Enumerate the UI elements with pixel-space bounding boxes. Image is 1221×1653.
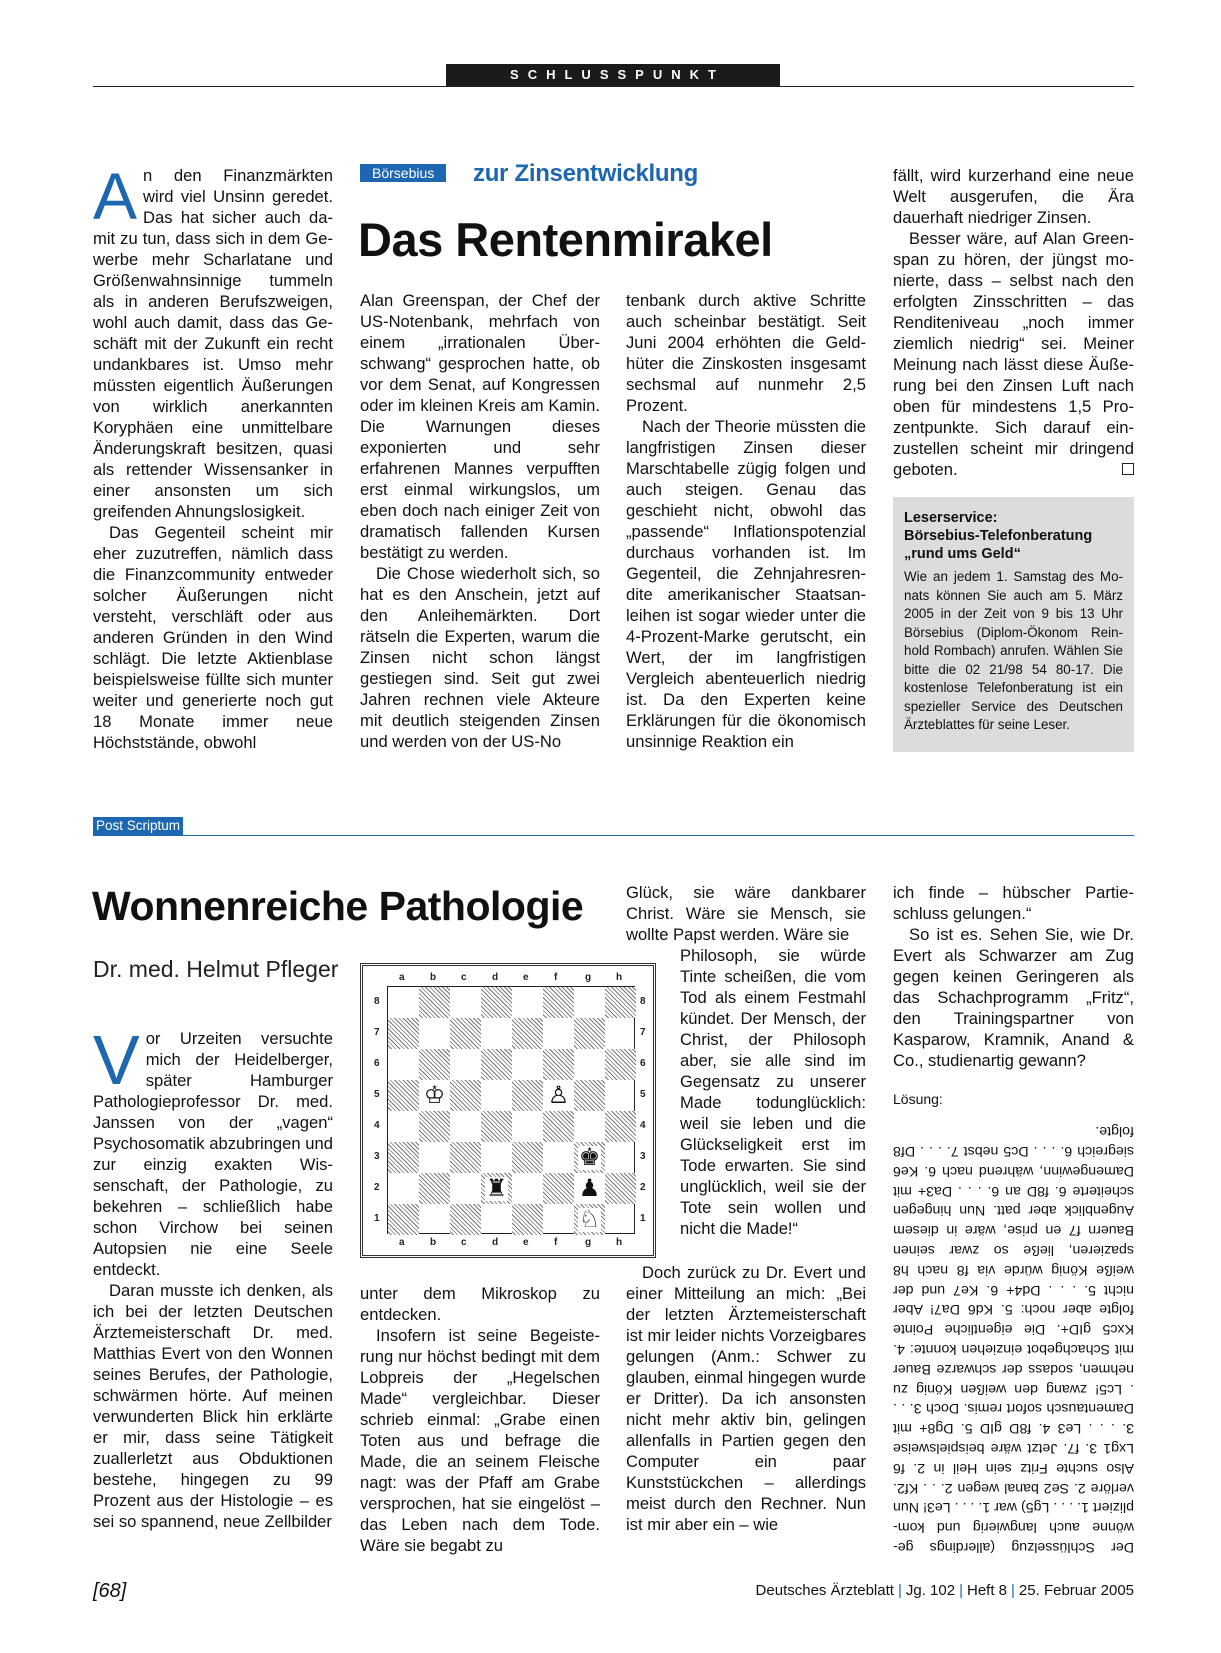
square-f6 xyxy=(543,1049,574,1080)
square-d8 xyxy=(481,987,512,1018)
article2-col3-top xyxy=(626,882,866,945)
article2-col1-p2: Daran musste ich denken, als ich bei der letzten Deutschen Ärztemeisterschaft Dr. med. Matthias Evert von den Wonnen seines Berufes, der Pathologie, schwärmen hörte. Auf meinen verwunderten Blick hin erklärte er mir, dass seine Tätigkeit zuallerletzt aus Obduktionen bestehe, hingegen zu 99 Prozent aus der Histologie – es sei so spannend, neue Zellbilder xyxy=(93,1281,333,1531)
square-a1 xyxy=(388,1204,419,1235)
square-e1 xyxy=(512,1204,543,1235)
square-c6 xyxy=(450,1049,481,1080)
chess-piece-g2: ♟ xyxy=(578,1174,601,1202)
article2-col3-wrap xyxy=(680,945,866,1239)
square-g7 xyxy=(574,1018,605,1049)
square-f2 xyxy=(543,1173,574,1204)
infobox-heading-3: „rund ums Geld“ xyxy=(904,546,1021,562)
solution-label: Lösung: xyxy=(893,1091,943,1107)
article1-col3-p2: Nach der Theorie müssten die langfristigen Zinsen dieser Marschtabelle zügig folgen und auch steigen. Genau das geschieht nicht, obwohl das „passende“ Inflationspotenzial durchaus vorhanden ist. Im Gegenteil, die Zehnjahresrendite amerikanischer Staatsanleihen ist sogar wieder unter die 4-Prozent-Marke gerutscht, ein Wert, der im langfristigen Vergleich abenteuerlich niedrig ist. Da den Experten keine Erklärungen für die ökonomisch unsinnige Reaktion ein xyxy=(626,417,866,751)
rank-label-2: 2 xyxy=(640,1182,646,1193)
journal-issue: Heft 8 xyxy=(966,1582,1008,1599)
square-e2 xyxy=(512,1173,543,1204)
square-c7 xyxy=(450,1018,481,1049)
square-h2 xyxy=(605,1173,636,1204)
article2-col3-p3: Doch zurück zu Dr. Evert und einer Mitteilung an mich: „Bei der letzten Ärztemeisterschaft ist mir leider nichts Vorzeigbares gelungen (Anm.: Schwer zu glauben, einmal hingegen wurde er Dritter). Da ich ansonsten nicht mehr aktiv bin, gelingen allenfalls in Partien gegen den Computer ein paar Kunststückchen – allerdings meist durch den Rechner. Nun ist mir aber ein – wie xyxy=(626,1263,866,1534)
square-f1 xyxy=(543,1204,574,1235)
infobox-heading-1: Leserservice: xyxy=(904,510,998,526)
file-label-c: c xyxy=(461,1237,467,1248)
footer-citation: Deutsches Ärzteblatt | Jg. 102 | Heft 8 | 25. Februar 2005 xyxy=(755,1582,1134,1599)
square-a7 xyxy=(388,1018,419,1049)
article2-col2 xyxy=(360,1283,600,1556)
file-label-f: f xyxy=(554,1237,558,1248)
square-f5 xyxy=(543,1080,574,1111)
page-number: [68] xyxy=(93,1580,127,1602)
square-b6 xyxy=(419,1049,450,1080)
square-f7 xyxy=(543,1018,574,1049)
article2-col2-p2: Insofern ist seine Begeisterung nur höchst bedingt mit dem Lobpreis der „Hegelschen Made“ vergleichbar. Dieser schrieb einmal: „Grabe einen Toten aus und befrage die Made, die an seinem Fleische nagt: was der Pfaff am Grabe versprochen, hat sie eingelöst – das Leben nach dem Tode. Wäre sie begabt zu xyxy=(360,1326,600,1555)
square-g6 xyxy=(574,1049,605,1080)
square-d7 xyxy=(481,1018,512,1049)
square-a4 xyxy=(388,1111,419,1142)
article2-col3-p1: Glück, sie wäre dankbarer Christ. Wäre sie Mensch, sie wollte Papst werden. Wäre sie xyxy=(626,883,866,944)
article1-col1 xyxy=(93,159,333,753)
file-label-e: e xyxy=(523,1237,529,1248)
square-g2 xyxy=(574,1173,605,1204)
square-h6 xyxy=(605,1049,636,1080)
article2-col1-p1: or Urzeiten versuchte mich der Heidelberger, später Hamburger Pathologieprofessor Dr. med. Janssen von der „vagen“ Psychosomatik abzubringen und zur einzig exakten Wissenschaft, der Pathologie, zu bekehren – schließlich habe schon Virchow bei seinen Autopsien nie eine Seele entdeckt. xyxy=(93,1029,333,1279)
section-header: SCHLUSSPUNKT xyxy=(446,64,780,86)
square-e7 xyxy=(512,1018,543,1049)
square-c4 xyxy=(450,1111,481,1142)
square-e8 xyxy=(512,987,543,1018)
file-label-h: h xyxy=(616,1237,623,1248)
infobox-heading-2: Börsebius-Telefonberatung xyxy=(904,528,1093,544)
article1-col2-p2: Die Chose wiederholt sich, so hat es den Anschein, jetzt auf den Anleihemärkten. Dort rätseln die Experten, warum die Zinsen nicht schon längst gestiegen sind. Seit gut zwei Jahren rechnen viele Akteure mit deutlich steigenden Zinsen und werden von der US-No xyxy=(360,564,600,751)
rank-label-1: 1 xyxy=(374,1213,380,1224)
square-b1 xyxy=(419,1204,450,1235)
rank-label-3: 3 xyxy=(640,1151,646,1162)
leserservice-box xyxy=(893,497,1134,752)
square-b2 xyxy=(419,1173,450,1204)
file-label-h: h xyxy=(616,972,623,983)
article2-col1 xyxy=(93,1021,333,1532)
article1-col1-p2: Das Gegenteil scheint mir eher zuzutreffen, nämlich dass die Finanzcommunity entweder solcher Äußerungen nicht versteht, verschläft oder aus anderen Gründen in den Wind schlägt. Die letzte Aktienblase beispielsweise füllte sich munter weiter und generierte noch gut 18 Monate immer neue Höchststände, obwohl xyxy=(93,523,333,752)
square-g8 xyxy=(574,987,605,1018)
square-g3 xyxy=(574,1142,605,1173)
end-mark-icon xyxy=(1122,463,1134,475)
chess-board xyxy=(387,986,635,1234)
journal-date: 25. Februar 2005 xyxy=(1018,1582,1134,1599)
square-e3 xyxy=(512,1142,543,1173)
article1-col2 xyxy=(360,290,600,752)
square-c8 xyxy=(450,987,481,1018)
rank-label-7: 7 xyxy=(374,1027,380,1038)
rank-label-5: 5 xyxy=(374,1089,380,1100)
postscriptum-rule xyxy=(93,835,1134,836)
article2-col4-p2: So ist es. Sehen Sie, wie Dr. Evert als Schwarzer am Zug gegen keinen Geringeren als das Schachprogramm „Fritz“, den Trainingspartner von Kasparow, Kramnik, Anand & Co., studienartig gewann? xyxy=(893,925,1134,1070)
file-label-d: d xyxy=(492,972,499,983)
file-label-c: c xyxy=(461,972,467,983)
square-a5 xyxy=(388,1080,419,1111)
article2-col3-rest xyxy=(626,1262,866,1535)
chess-piece-g3: ♚ xyxy=(578,1143,601,1171)
postscriptum-tag: Post Scriptum xyxy=(93,817,183,835)
square-c2 xyxy=(450,1173,481,1204)
square-h4 xyxy=(605,1111,636,1142)
rank-label-5: 5 xyxy=(640,1089,646,1100)
solution-text: Der Schlüsselzug (allerdings gewönne auch langwierig und kompliziert 1. . . . Lg5) war 1. . . . Le3! Nun verlöre 2. Se2 banal wegen 2. . . Kf2. Also suchte Fritz sein Heil in 2. f6 Lxg1 3. f7. Jetzt wäre beispielsweise 3. . . . Le3 4. f8D gID 5. Dg8+ mit Damentausch sofort remis. Doch 3. . . . Lc5! zwang den weißen König zu nehmen, sodass der schwarze Bauer mit Schachgebot einziehen konnte: 4. Kxc5 gID+. Die eigentliche Pointe folgte aber noch: 5. Kd6 Da7! Aber nicht 5. . . . Dd4+ 6. Ke7 und der weiße König würde via f8 nach h8 spazieren, ließe so zwar seinen Bauern f7 en prise, wäre in diesem Augenblick aber patt. Nun hingegen scheiterte 6. f8D an 6. . . . Da3+ mit Damengewinn, während nach 6. Ke6 siegreich 6. . . . Dc5 nebst 7. . . . Df8 folgte. xyxy=(893,1123,1134,1555)
square-h7 xyxy=(605,1018,636,1049)
chess-piece-f5: ♙ xyxy=(547,1081,570,1109)
article1-col3 xyxy=(626,290,866,752)
rank-label-6: 6 xyxy=(640,1058,646,1069)
square-f3 xyxy=(543,1142,574,1173)
article2-dropcap: V xyxy=(93,1021,140,1099)
square-f8 xyxy=(543,987,574,1018)
square-c5 xyxy=(450,1080,481,1111)
square-a3 xyxy=(388,1142,419,1173)
square-d1 xyxy=(481,1204,512,1235)
rank-label-8: 8 xyxy=(374,996,380,1007)
square-e6 xyxy=(512,1049,543,1080)
square-d2 xyxy=(481,1173,512,1204)
square-b4 xyxy=(419,1111,450,1142)
square-b7 xyxy=(419,1018,450,1049)
file-label-f: f xyxy=(554,972,558,983)
square-g4 xyxy=(574,1111,605,1142)
square-a2 xyxy=(388,1173,419,1204)
infobox-text: Wie an jedem 1. Samstag des Monats können Sie auch am 5. März 2005 in der Zeit von 9 bis 13 Uhr Börsebius (Diplom-Ökonom Reinhold Rombach) anrufen. Wählen Sie bitte die 02 21/98 54 80-17. Die kostenlose Telefonberatung ist ein spezieller Service des Deutschen Ärzteblattes für seine Leser. xyxy=(904,569,1123,732)
square-d4 xyxy=(481,1111,512,1142)
file-label-b: b xyxy=(430,1237,437,1248)
journal-name: Deutsches Ärzteblatt xyxy=(755,1582,894,1599)
rank-label-7: 7 xyxy=(640,1027,646,1038)
square-h1 xyxy=(605,1204,636,1235)
rank-label-6: 6 xyxy=(374,1058,380,1069)
article1-col4-p1: fällt, wird kurzerhand eine neue Welt ausgerufen, die Ära dauerhaft niedriger Zinsen. xyxy=(893,166,1134,227)
chess-piece-g1: ♘ xyxy=(578,1205,601,1233)
square-b5 xyxy=(419,1080,450,1111)
article1-subtitle: zur Zinsentwicklung xyxy=(473,160,698,187)
square-b3 xyxy=(419,1142,450,1173)
article2-col3-p2: Philosoph, sie würde Tinte scheißen, die vom Tod als einem Festmahl kündet. Der Mensch, der Christ, der Philosoph aber, sie alle sind im Gegensatz zu unserer Made todunglücklich: weil sie leben und die Glückseligkeit erst im Tode erwarten. Sie sind unglücklich, weil sie der Tote sein wollen und nicht die Made!“ xyxy=(680,946,866,1238)
square-a6 xyxy=(388,1049,419,1080)
article1-dropcap: A xyxy=(93,159,138,233)
article1-tag: Börsebius xyxy=(360,164,446,183)
square-d3 xyxy=(481,1142,512,1173)
file-label-b: b xyxy=(430,972,437,983)
square-b8 xyxy=(419,987,450,1018)
article2-col4 xyxy=(893,882,1134,1071)
article2-col4-p1: ich finde – hübscher Partieschluss gelungen.“ xyxy=(893,883,1134,923)
article1-title: Das Rentenmirakel xyxy=(358,213,773,266)
header-rule xyxy=(93,86,1134,87)
article2-col2-p1: unter dem Mikroskop zu entdecken. xyxy=(360,1284,600,1324)
square-h5 xyxy=(605,1080,636,1111)
square-a8 xyxy=(388,987,419,1018)
square-e4 xyxy=(512,1111,543,1142)
chess-solution-inverted xyxy=(893,1118,1134,1556)
square-f4 xyxy=(543,1111,574,1142)
article2-title: Wonnenreiche Pathologie xyxy=(92,883,584,929)
chess-piece-b5: ♔ xyxy=(423,1081,446,1109)
square-d5 xyxy=(481,1080,512,1111)
square-e5 xyxy=(512,1080,543,1111)
chess-piece-d2: ♜ xyxy=(485,1174,508,1202)
square-c3 xyxy=(450,1142,481,1173)
article2-author: Dr. med. Helmut Pfleger xyxy=(93,956,339,982)
square-g1 xyxy=(574,1204,605,1235)
rank-label-4: 4 xyxy=(374,1120,380,1131)
rank-label-1: 1 xyxy=(640,1213,646,1224)
rank-label-8: 8 xyxy=(640,996,646,1007)
rank-label-3: 3 xyxy=(374,1151,380,1162)
article1-col1-p1: n den Finanzmärkten wird viel Unsinn geredet. Das hat sicher auch damit zu tun, dass sich in dem Gewerbe mehr Scharlatane und Größenwahnsinnige tummeln als in anderen Berufszweigen, wohl auch damit, dass das Geschäft mit der Zukunft ein recht undankbares ist. Umso mehr müssten eigentlich Äußerungen von wirklich anerkannten Koryphäen eine unmittelbare Änderungskraft besitzen, quasi als rettender Wissensanker in einer ansonsten um sich greifenden Ahnungslosigkeit. xyxy=(93,166,333,521)
square-d6 xyxy=(481,1049,512,1080)
article1-col4-p2: Besser wäre, auf Alan Greenspan zu hören, der jüngst monierte, dass – selbst nach den erfolgten Zinsschritten – das Renditeniveau „noch immer ziemlich niedrig“ sei. Meiner Meinung nach lässt diese Äußerung bei den Zinsen Luft nach oben für mindestens 1,5 Prozentpunkte. Sich darauf einzustellen scheint mir dringend geboten. xyxy=(893,229,1134,479)
article1-col2-p1: Alan Greenspan, der Chef der US-Notenbank, mehrfach von einem „irrationalen Überschwang“ gesprochen hatte, ob vor dem Senat, auf Kongressen oder im kleinen Kreis am Kamin. Die Warnungen dieses exponierten und sehr erfahrenen Mannes verpufften erst einmal wirkungslos, um eben doch nach einiger Zeit von dramatisch fallenden Kursen bestätigt zu werden. xyxy=(360,291,600,562)
square-h8 xyxy=(605,987,636,1018)
square-g5 xyxy=(574,1080,605,1111)
square-h3 xyxy=(605,1142,636,1173)
article1-col4 xyxy=(893,165,1134,480)
file-label-g: g xyxy=(585,1237,592,1248)
rank-label-2: 2 xyxy=(374,1182,380,1193)
file-label-e: e xyxy=(523,972,529,983)
file-label-a: a xyxy=(399,972,405,983)
chess-diagram xyxy=(360,963,656,1258)
journal-volume: Jg. 102 xyxy=(905,1582,956,1599)
file-label-g: g xyxy=(585,972,592,983)
file-label-a: a xyxy=(399,1237,405,1248)
article1-col3-p1: tenbank durch aktive Schritte auch scheinbar bestätigt. Seit Juni 2004 erhöhten die Geldhüter die Zinskosten insgesamt sechsmal auf nunmehr 2,5 Prozent. xyxy=(626,291,866,415)
file-label-d: d xyxy=(492,1237,499,1248)
rank-label-4: 4 xyxy=(640,1120,646,1131)
square-c1 xyxy=(450,1204,481,1235)
